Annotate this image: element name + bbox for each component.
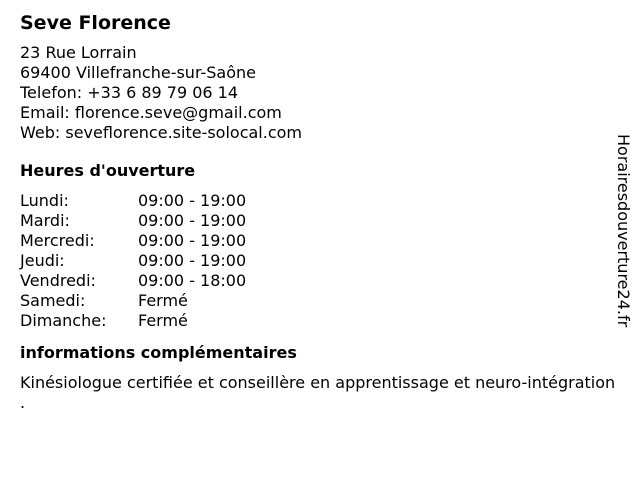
day-label: Dimanche:: [20, 311, 107, 330]
day-hours: Fermé: [138, 311, 188, 330]
site-watermark: Horairesdouverture24.fr: [614, 134, 633, 328]
additional-info-heading: informations complémentaires: [20, 343, 297, 362]
day-hours: 09:00 - 19:00: [138, 191, 247, 210]
opening-hours-heading: Heures d'ouverture: [20, 161, 196, 180]
hours-row: [20, 311, 616, 331]
city-address: 69400 Villefranche-sur-Saône: [20, 63, 257, 82]
opening-hours-table: [20, 191, 616, 331]
hours-row: [20, 251, 616, 271]
hours-row: [20, 291, 616, 311]
additional-info-text: Kinésiologue certifiée et conseillère en apprentissage et neuro-intégration .: [20, 373, 616, 412]
hours-row: [20, 231, 616, 251]
day-hours: 09:00 - 19:00: [138, 211, 247, 230]
day-label: Vendredi:: [20, 271, 96, 290]
phone-number[interactable]: Telefon: +33 6 89 79 06 14: [20, 83, 239, 102]
email-address[interactable]: Email: florence.seve@gmail.com: [20, 103, 282, 122]
day-hours: 09:00 - 18:00: [138, 271, 247, 290]
business-card: [20, 10, 616, 413]
hours-row: [20, 191, 616, 211]
street-address: 23 Rue Lorrain: [20, 43, 137, 62]
day-label: Lundi:: [20, 191, 69, 210]
day-label: Mercredi:: [20, 231, 95, 250]
day-hours: 09:00 - 19:00: [138, 231, 247, 250]
day-hours: 09:00 - 19:00: [138, 251, 247, 270]
business-name: Seve Florence: [20, 12, 171, 34]
day-hours: Fermé: [138, 291, 188, 310]
hours-row: [20, 271, 616, 291]
day-label: Jeudi:: [20, 251, 65, 270]
day-label: Mardi:: [20, 211, 70, 230]
website[interactable]: Web: seveflorence.site-solocal.com: [20, 123, 302, 142]
day-label: Samedi:: [20, 291, 86, 310]
hours-row: [20, 211, 616, 231]
contact-block: [20, 43, 616, 143]
